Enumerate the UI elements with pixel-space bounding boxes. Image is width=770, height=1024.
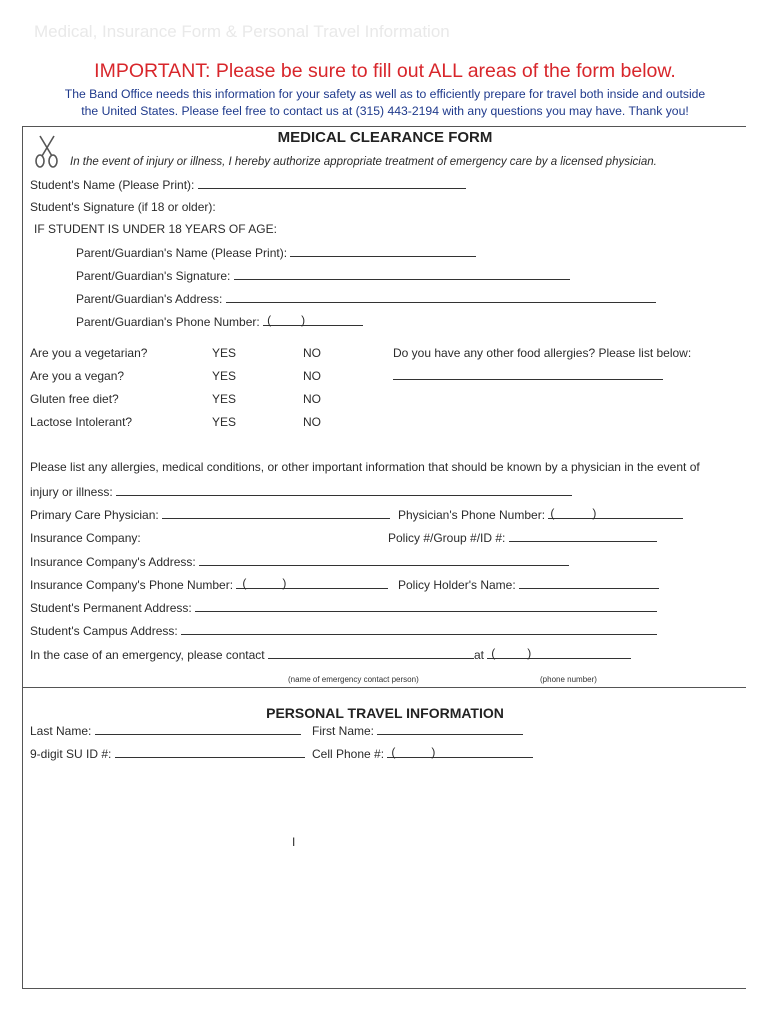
cell-phone-text: Cell Phone #: — [312, 747, 385, 761]
primary-physician-field[interactable] — [162, 508, 390, 519]
last-name-field[interactable] — [95, 724, 301, 735]
physician-phone-label — [398, 508, 683, 522]
physician-phone-field[interactable] — [548, 508, 683, 519]
section-divider — [22, 687, 746, 688]
food-allergies-field[interactable] — [393, 369, 663, 383]
permanent-address-label — [30, 601, 657, 615]
physician-phone-paren-close: ) — [592, 506, 597, 520]
insurance-phone-text: Insurance Company's Phone Number: — [30, 578, 234, 592]
allergies-instruction: Please list any allergies, medical conditions, or other important information that should be known by a physician in the event of — [30, 460, 700, 474]
allergies-field[interactable] — [116, 485, 572, 496]
last-name-text: Last Name: — [30, 724, 92, 738]
travel-section-title: PERSONAL TRAVEL INFORMATION — [266, 705, 504, 721]
question-lactose: Lactose Intolerant? — [30, 415, 133, 429]
insurance-phone-paren-close: ) — [282, 576, 287, 590]
insurance-company-label: Insurance Company: — [30, 531, 141, 545]
su-id-text: 9-digit SU ID #: — [30, 747, 112, 761]
student-name-field[interactable] — [198, 178, 466, 189]
emergency-name-field[interactable] — [268, 648, 474, 659]
first-name-field[interactable] — [377, 724, 523, 735]
last-name-label — [30, 724, 301, 738]
insurance-phone-paren-open: ( — [242, 576, 247, 590]
no-gluten-free[interactable]: NO — [303, 392, 321, 406]
stray-mark: I — [292, 835, 296, 849]
emergency-phone-paren-close: ) — [527, 646, 532, 660]
policy-holder-label — [398, 578, 659, 592]
policy-holder-text: Policy Holder's Name: — [398, 578, 516, 592]
question-gluten-free: Gluten free diet? — [30, 392, 119, 406]
insurance-phone-field[interactable] — [236, 578, 388, 589]
student-name-text: Student's Name (Please Print): — [30, 178, 195, 192]
authorization-text: In the event of injury or illness, I hereby authorize appropriate treatment of emergency care by a licensed physician. — [70, 156, 657, 168]
su-id-field[interactable] — [115, 747, 305, 758]
intro-line-2: the United States. Please feel free to contact us at (315) 443-2194 with any questions you may have. Thank you! — [81, 104, 689, 118]
intro-line-1: The Band Office needs this information for your safety as well as to efficiently prepare for travel both inside and outside — [64, 87, 706, 101]
policy-label — [388, 531, 657, 545]
yes-gluten-free[interactable]: YES — [212, 392, 237, 406]
cell-phone-paren-close: ) — [431, 745, 436, 759]
cell-phone-paren-open: ( — [391, 745, 396, 759]
emergency-phone-caption: (phone number) — [540, 675, 597, 684]
campus-address-text: Student's Campus Address: — [30, 624, 178, 638]
campus-address-field[interactable] — [181, 624, 657, 635]
guardian-phone-paren-open: ( — [267, 313, 272, 327]
campus-address-label — [30, 624, 657, 638]
question-vegan: Are you a vegan? — [30, 369, 125, 383]
guardian-address-label — [76, 292, 656, 306]
insurance-address-label — [30, 555, 569, 569]
primary-physician-text: Primary Care Physician: — [30, 508, 159, 522]
physician-phone-paren-open: ( — [550, 506, 555, 520]
insurance-phone-label — [30, 578, 388, 592]
yes-vegetarian[interactable]: YES — [212, 346, 237, 360]
policy-field[interactable] — [509, 531, 657, 542]
guardian-name-text: Parent/Guardian's Name (Please Print): — [76, 246, 288, 260]
su-id-label — [30, 747, 305, 761]
yes-lactose[interactable]: YES — [212, 415, 237, 429]
student-signature-label: Student's Signature (if 18 or older): — [30, 200, 216, 214]
cell-phone-label — [312, 747, 533, 761]
no-lactose[interactable]: NO — [303, 415, 321, 429]
guardian-phone-label — [76, 315, 363, 329]
first-name-label — [312, 724, 523, 738]
form-top-border — [22, 126, 746, 127]
guardian-name-label — [76, 246, 476, 260]
food-allergies-label: Do you have any other food allergies? Please list below: — [393, 346, 692, 360]
guardian-signature-text: Parent/Guardian's Signature: — [76, 269, 231, 283]
physician-phone-text: Physician's Phone Number: — [398, 508, 546, 522]
cell-phone-field[interactable] — [387, 747, 533, 758]
form-bottom-border — [22, 988, 746, 989]
insurance-address-field[interactable] — [199, 555, 569, 566]
first-name-text: First Name: — [312, 724, 375, 738]
emergency-name-caption: (name of emergency contact person) — [288, 675, 419, 684]
form-left-border — [22, 126, 23, 988]
insurance-address-text: Insurance Company's Address: — [30, 555, 196, 569]
guardian-signature-field[interactable] — [234, 269, 570, 280]
guardian-address-text: Parent/Guardian's Address: — [76, 292, 223, 306]
yes-vegan[interactable]: YES — [212, 369, 237, 383]
emergency-phone-paren-open: ( — [491, 646, 496, 660]
under18-heading: IF STUDENT IS UNDER 18 YEARS OF AGE: — [34, 222, 277, 236]
emergency-phone-field[interactable] — [487, 648, 631, 659]
permanent-address-field[interactable] — [195, 601, 657, 612]
emergency-contact-label — [30, 648, 631, 662]
guardian-address-field[interactable] — [226, 292, 656, 303]
permanent-address-text: Student's Permanent Address: — [30, 601, 192, 615]
guardian-phone-field[interactable] — [263, 315, 363, 326]
allergies-label — [30, 485, 572, 499]
emergency-at-text: at — [473, 648, 484, 662]
question-vegetarian: Are you a vegetarian? — [30, 346, 148, 360]
no-vegetarian[interactable]: NO — [303, 346, 321, 360]
no-vegan[interactable]: NO — [303, 369, 321, 383]
guardian-signature-label — [76, 269, 570, 283]
emergency-text: In the case of an emergency, please contact — [30, 648, 265, 662]
guardian-phone-paren-close: ) — [301, 313, 306, 327]
medical-form-title: MEDICAL CLEARANCE FORM — [277, 129, 493, 146]
guardian-phone-text: Parent/Guardian's Phone Number: — [76, 315, 260, 329]
guardian-name-field[interactable] — [290, 246, 476, 257]
primary-physician-label — [30, 508, 390, 522]
faded-page-title: Medical, Insurance Form & Personal Travel Information — [34, 22, 450, 41]
policy-holder-field[interactable] — [519, 578, 659, 589]
intro-text — [20, 86, 750, 120]
student-name-label — [30, 178, 466, 192]
allergies-text: injury or illness: — [30, 485, 113, 499]
important-notice: IMPORTANT: Please be sure to fill out ALL areas of the form below. — [94, 60, 676, 82]
policy-text: Policy #/Group #/ID #: — [388, 531, 506, 545]
